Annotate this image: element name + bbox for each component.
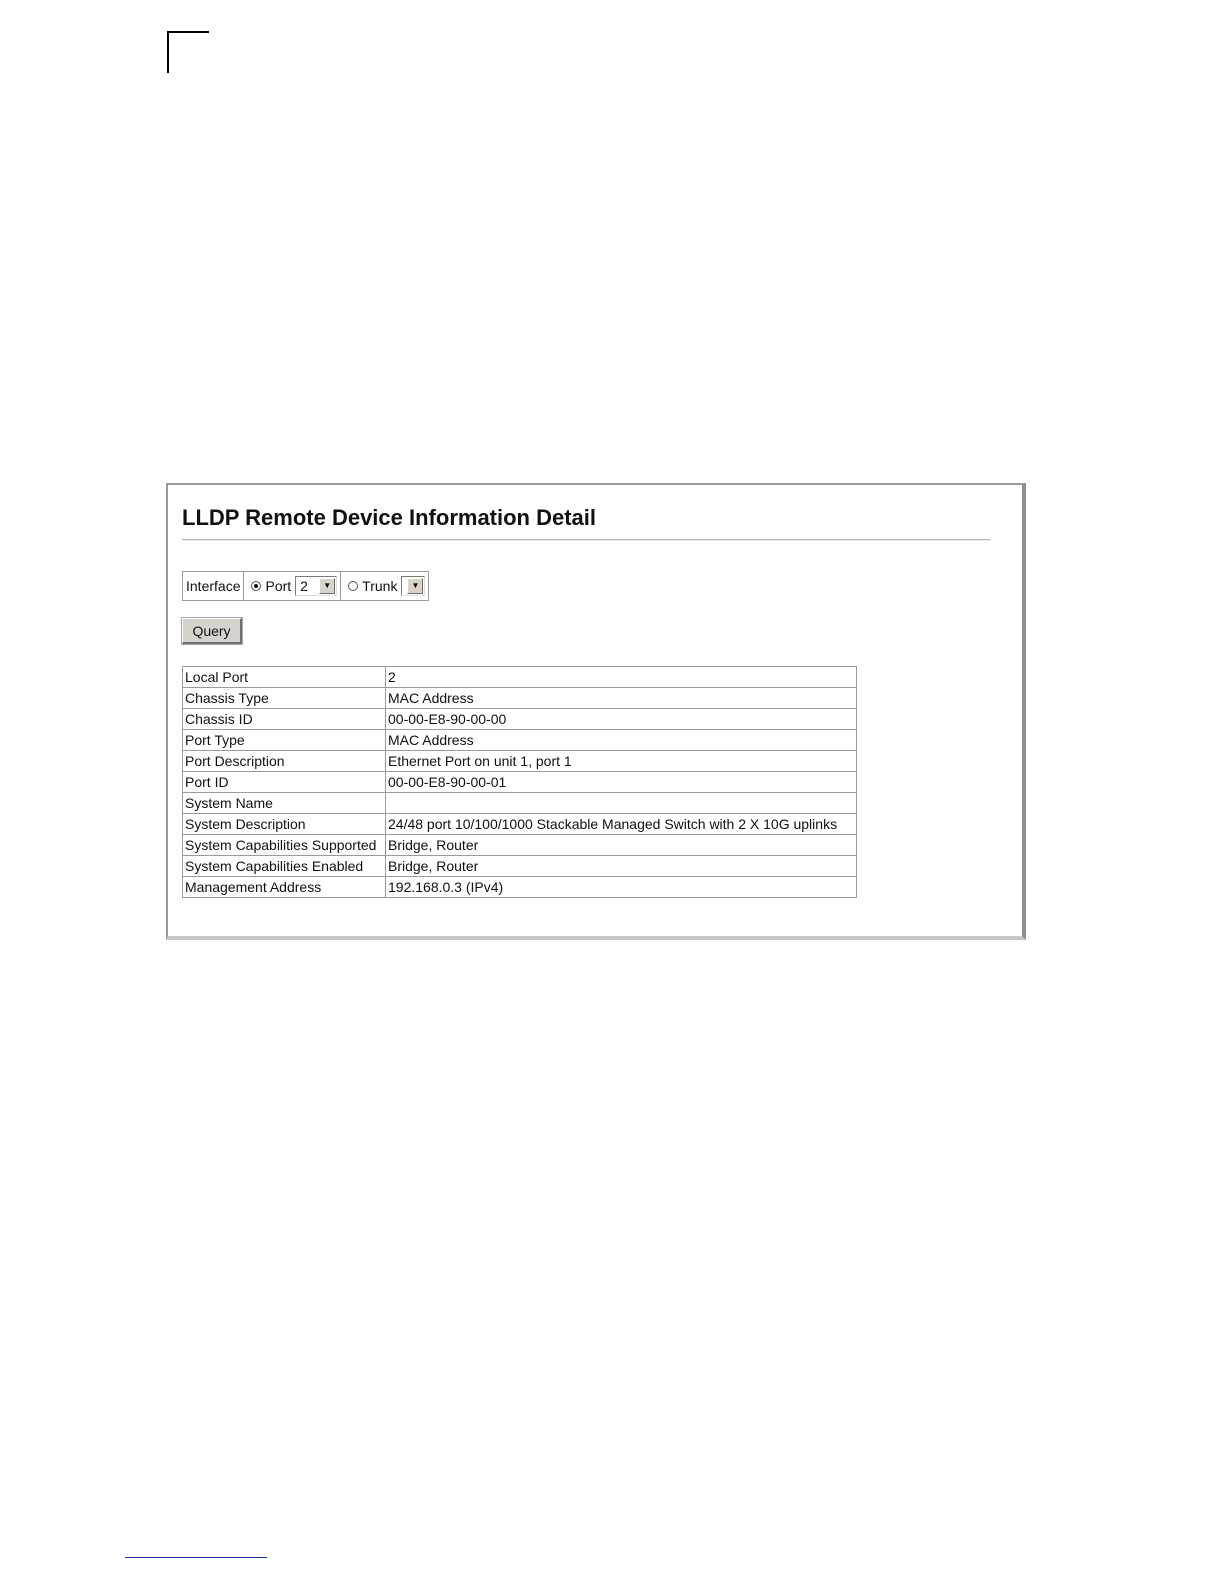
row-value: 00-00-E8-90-00-00 — [386, 709, 857, 730]
row-label: Port Type — [183, 730, 386, 751]
table-row — [183, 793, 857, 814]
footer-rule — [125, 1557, 267, 1558]
interface-label: Interface — [186, 578, 241, 594]
row-label: System Description — [183, 814, 386, 835]
row-value — [386, 793, 857, 814]
table-row — [183, 667, 857, 688]
table-row — [183, 772, 857, 793]
row-label: System Capabilities Supported — [183, 835, 386, 856]
table-row — [183, 814, 857, 835]
crop-corner-mark — [167, 31, 209, 73]
table-row — [183, 709, 857, 730]
table-row — [183, 751, 857, 772]
table-row — [183, 688, 857, 709]
lldp-detail-panel — [166, 483, 1026, 940]
port-option-label[interactable]: Port — [265, 578, 292, 594]
trunk-radio[interactable] — [348, 581, 358, 591]
table-row — [183, 856, 857, 877]
row-label: System Name — [183, 793, 386, 814]
row-value: 00-00-E8-90-00-01 — [386, 772, 857, 793]
row-label: Local Port — [183, 667, 386, 688]
trunk-select[interactable] — [401, 576, 425, 596]
row-value: MAC Address — [386, 730, 857, 751]
row-label: Port ID — [183, 772, 386, 793]
title-divider — [182, 539, 990, 541]
row-value: Bridge, Router — [386, 856, 857, 877]
trunk-option-cell — [341, 572, 428, 600]
query-button[interactable]: Query — [182, 618, 242, 644]
row-value: 2 — [386, 667, 857, 688]
interface-selector — [182, 571, 429, 601]
row-value: 24/48 port 10/100/1000 Stackable Managed Switch with 2 X 10G uplinks — [386, 814, 857, 835]
row-value: 192.168.0.3 (IPv4) — [386, 877, 857, 898]
table-row — [183, 730, 857, 751]
port-select[interactable] — [295, 576, 337, 596]
trunk-option-label[interactable]: Trunk — [362, 578, 398, 594]
row-value: Ethernet Port on unit 1, port 1 — [386, 751, 857, 772]
table-row — [183, 835, 857, 856]
page-title: LLDP Remote Device Information Detail — [182, 505, 597, 530]
row-value: MAC Address — [386, 688, 857, 709]
row-label: Chassis Type — [183, 688, 386, 709]
port-radio[interactable] — [251, 581, 261, 591]
row-label: Chassis ID — [183, 709, 386, 730]
chevron-down-icon[interactable]: ▼ — [319, 578, 335, 594]
interface-label-cell — [183, 572, 244, 600]
row-value: Bridge, Router — [386, 835, 857, 856]
remote-device-detail-table — [182, 666, 857, 898]
row-label: Management Address — [183, 877, 386, 898]
row-label: Port Description — [183, 751, 386, 772]
table-row — [183, 877, 857, 898]
port-option-cell — [244, 572, 341, 600]
row-label: System Capabilities Enabled — [183, 856, 386, 877]
port-select-value: 2 — [300, 578, 308, 594]
chevron-down-icon[interactable]: ▼ — [407, 578, 423, 594]
